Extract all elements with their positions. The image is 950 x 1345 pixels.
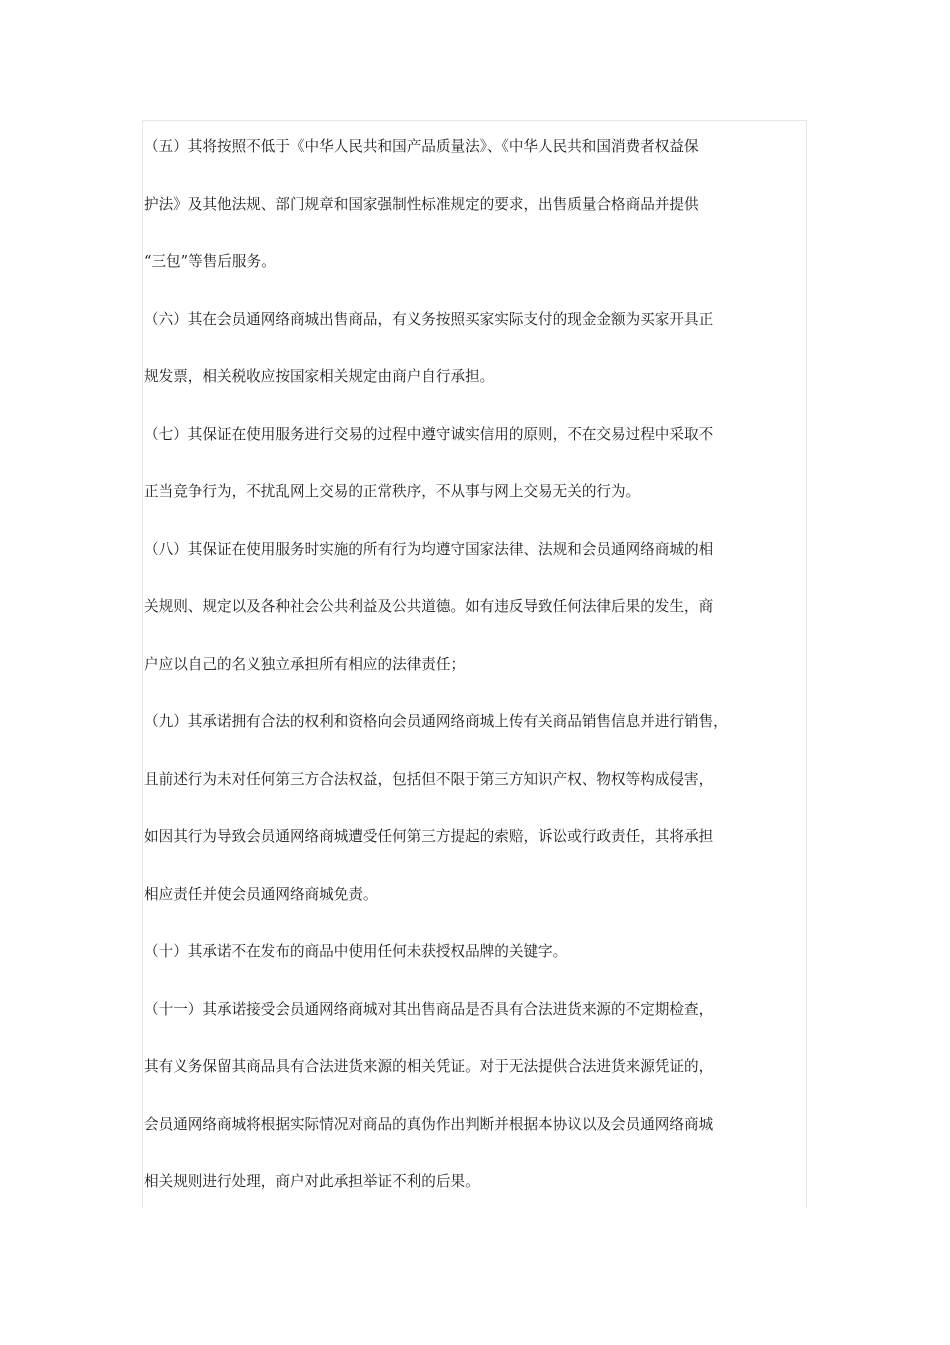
clause-5-line-1: （五）其将按照不低于《中华人民共和国产品质量法》、《中华人民共和国消费者权益保 xyxy=(144,138,699,155)
clause-8-line-2: 关规则、规定以及各种社会公共利益及公共道德。如有违反导致任何法律后果的发生，商 xyxy=(144,598,714,615)
clause-7-line-2: 正当竞争行为，不扰乱网上交易的正常秩序，不从事与网上交易无关的行为。 xyxy=(144,483,641,500)
clause-5-line-2: 护法》及其他法规、部门规章和国家强制性标准规定的要求，出售质量合格商品并提供 xyxy=(144,195,699,213)
clause-11-line-2: 其有义务保留其商品具有合法进货来源的相关凭证。对于无法提供合法进货来源凭证的， xyxy=(144,1058,714,1075)
clause-5-line-3: “三包”等售后服务。 xyxy=(144,253,276,270)
clause-11-line-1: （十一）其承诺接受会员通网络商城对其出售商品是否具有合法进货来源的不定期检查， xyxy=(144,1000,714,1018)
clause-7-line-1: （七）其保证在使用服务进行交易的过程中遵守诚实信用的原则，不在交易过程中采取不 xyxy=(144,425,714,443)
clause-10-line-1: （十）其承诺不在发布的商品中使用任何未获授权品牌的关键字。 xyxy=(144,943,568,960)
document-body xyxy=(144,118,794,1211)
clause-8-line-3: 户应以自己的名义独立承担所有相应的法律责任； xyxy=(144,655,466,673)
clause-9-line-3: 如因其行为导致会员通网络商城遭受任何第三方提起的索赔，诉讼或行政责任，其将承担 xyxy=(144,828,714,845)
clause-9-line-2: 且前述行为未对任何第三方合法权益，包括但不限于第三方知识产权、物权等构成侵害， xyxy=(144,770,714,788)
clause-9-line-4: 相应责任并使会员通网络商城免责。 xyxy=(144,885,378,903)
clause-9-line-1: （九）其承诺拥有合法的权利和资格向会员通网络商城上传有关商品销售信息并进行销售， xyxy=(144,713,728,730)
clause-6-line-2: 规发票，相关税收应按国家相关规定由商户自行承担。 xyxy=(144,368,495,385)
clause-11-line-4: 相关规则进行处理，商户对此承担举证不利的后果。 xyxy=(144,1173,480,1190)
clause-8-line-1: （八）其保证在使用服务时实施的所有行为均遵守国家法律、法规和会员通网络商城的相 xyxy=(144,540,714,558)
clause-6-line-1: （六）其在会员通网络商城出售商品，有义务按照买家实际支付的现金金额为买家开具正 xyxy=(144,310,714,328)
clause-11-line-3: 会员通网络商城将根据实际情况对商品的真伪作出判断并根据本协议以及会员通网络商城 xyxy=(144,1115,714,1133)
